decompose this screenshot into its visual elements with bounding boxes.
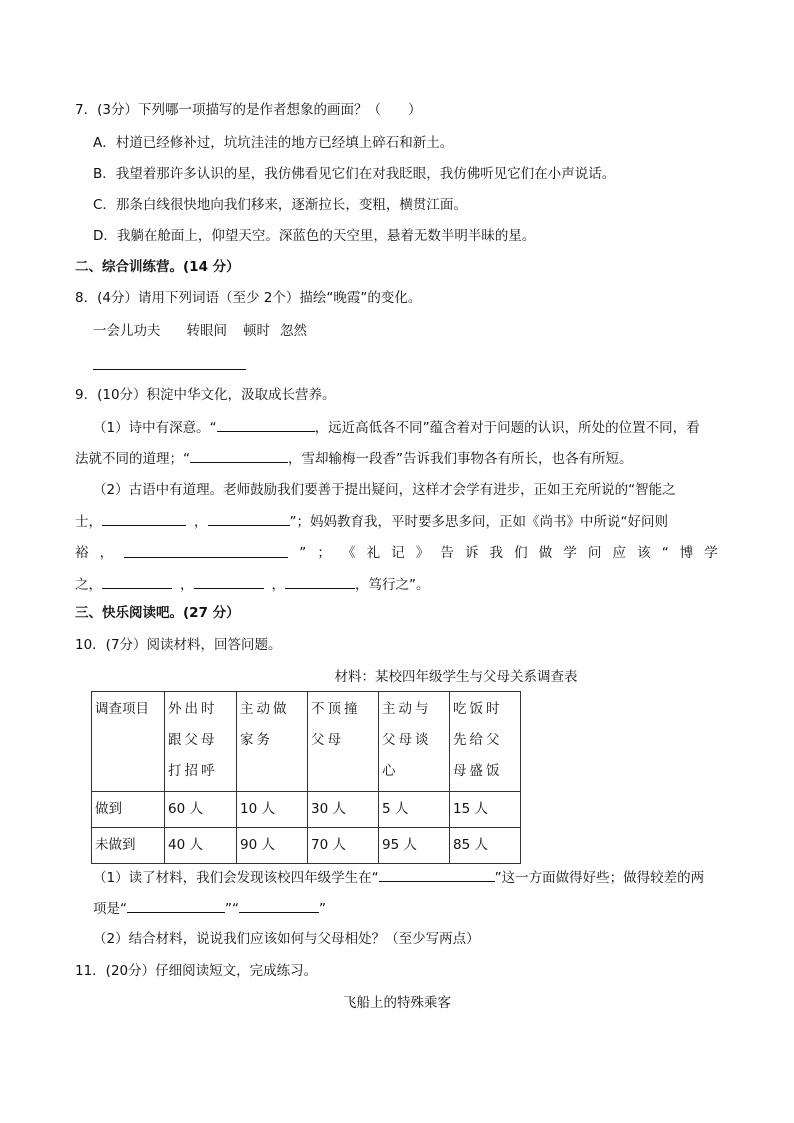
question-9-part-2-line-3: 裕 ， ” ； 《 礼 记 》 告 诉 我 们 做 学 问 应 该 “ 博 学 — [75, 545, 718, 561]
answer-blank[interactable] — [194, 574, 264, 589]
question-8-word-bank — [93, 321, 307, 341]
question-9-part-1-line-1: （1）诗中有深意。“ ，远近高低各不同”蕴含着对于问题的认识，所处的位置不同，看 — [93, 417, 700, 438]
table-cell: 60 人 — [165, 792, 237, 828]
answer-blank[interactable] — [239, 898, 319, 913]
question-7-option-d: D．我躺在舱面上，仰望天空。深蓝色的天空里，悬着无数半明半昧的星。 — [93, 228, 536, 244]
word-bank-item: 转眼间 — [186, 323, 227, 339]
table-row — [92, 792, 521, 828]
table-cell: 95 人 — [379, 828, 450, 864]
table-header-cell: 吃饭时先给父母盛饭 — [450, 692, 521, 792]
answer-blank[interactable] — [102, 574, 172, 589]
question-7-option-c: C．那条白线很快地向我们移来，逐渐拉长，变粗，横贯江面。 — [93, 197, 467, 213]
question-9-part-2-line-2: 士， ， ”；妈妈教育我，平时要多思多问，正如《尚书》中所说“好问则 — [75, 511, 668, 532]
answer-blank[interactable] — [190, 448, 288, 463]
question-9-stem: 9．(10分）积淀中华文化，汲取成长营养。 — [75, 387, 336, 403]
table-cell: 85 人 — [450, 828, 521, 864]
answer-blank[interactable] — [217, 417, 315, 432]
passage-title: 飞船上的特殊乘客 — [343, 995, 451, 1011]
word-bank-item: 顿时 — [243, 323, 270, 339]
table-cell: 10 人 — [237, 792, 308, 828]
table-cell: 15 人 — [450, 792, 521, 828]
table-cell: 70 人 — [308, 828, 379, 864]
answer-blank[interactable] — [208, 511, 290, 526]
answer-blank[interactable] — [93, 369, 246, 370]
word-bank-item: 一会儿功夫 — [93, 323, 161, 339]
table-cell: 做到 — [92, 792, 165, 828]
section-heading-3: 三、快乐阅读吧。(27 分） — [75, 605, 240, 621]
table-row — [92, 828, 521, 864]
table-cell: 40 人 — [165, 828, 237, 864]
table-header-cell: 主动做家务 — [237, 692, 308, 792]
table-header-cell: 主动与父母谈心 — [379, 692, 450, 792]
table-cell: 未做到 — [92, 828, 165, 864]
question-7-stem: 7．(3分）下列哪一项描写的是作者想象的画面？（ ） — [75, 102, 422, 118]
question-7-option-a: A．村道已经修补过，坑坑洼洼的地方已经填上碎石和新土。 — [93, 135, 454, 151]
question-8-stem: 8．(4分）请用下列词语（至少 2个）描绘“晚霞”的变化。 — [75, 290, 422, 306]
answer-blank[interactable] — [127, 898, 225, 913]
table-cell: 30 人 — [308, 792, 379, 828]
question-9-part-2-line-4: 之， ， ， ，笃行之”。 — [75, 574, 430, 595]
question-11-stem: 11．(20分）仔细阅读短文，完成练习。 — [75, 963, 318, 979]
section-heading-2: 二、综合训练营。(14 分） — [75, 259, 240, 275]
question-7-option-b: B．我望着那许多认识的星，我仿佛看见它们在对我眨眼，我仿佛听见它们在小声说话。 — [93, 166, 616, 182]
table-header-cell: 不顶撞父母 — [308, 692, 379, 792]
question-10-part-2: （2）结合材料，说说我们应该如何与父母相处？（至少写两点） — [93, 931, 480, 947]
table-header-row — [92, 692, 521, 792]
answer-blank[interactable] — [124, 543, 288, 558]
word-bank-item: 忽然 — [280, 323, 307, 339]
question-9-part-2-line-1: （2）古语中有道理。老师鼓励我们要善于提出疑问，这样才会学有进步，正如王充所说的“智能之 — [93, 482, 676, 498]
table-cell: 5 人 — [379, 792, 450, 828]
answer-blank[interactable] — [102, 511, 186, 526]
question-10-part-1-line-2: 项是“ ”“ ” — [93, 898, 326, 919]
question-10-stem: 10．(7分）阅读材料，回答问题。 — [75, 637, 282, 653]
survey-table — [91, 691, 521, 864]
table-header-cell: 调查项目 — [92, 692, 165, 792]
table-cell: 90 人 — [237, 828, 308, 864]
table-header-cell: 外出时跟父母打招呼 — [165, 692, 237, 792]
table-caption: 材料：某校四年级学生与父母关系调查表 — [334, 669, 578, 685]
question-9-part-1-line-2: 法就不同的道理；“ ，雪却输梅一段香”告诉我们事物各有所长，也各有所短。 — [75, 448, 633, 469]
answer-blank[interactable] — [285, 574, 355, 589]
question-10-part-1-line-1: （1）读了材料，我们会发现该校四年级学生在“ ”这一方面做得好些；做得较差的两 — [93, 867, 704, 888]
answer-blank[interactable] — [379, 867, 495, 882]
